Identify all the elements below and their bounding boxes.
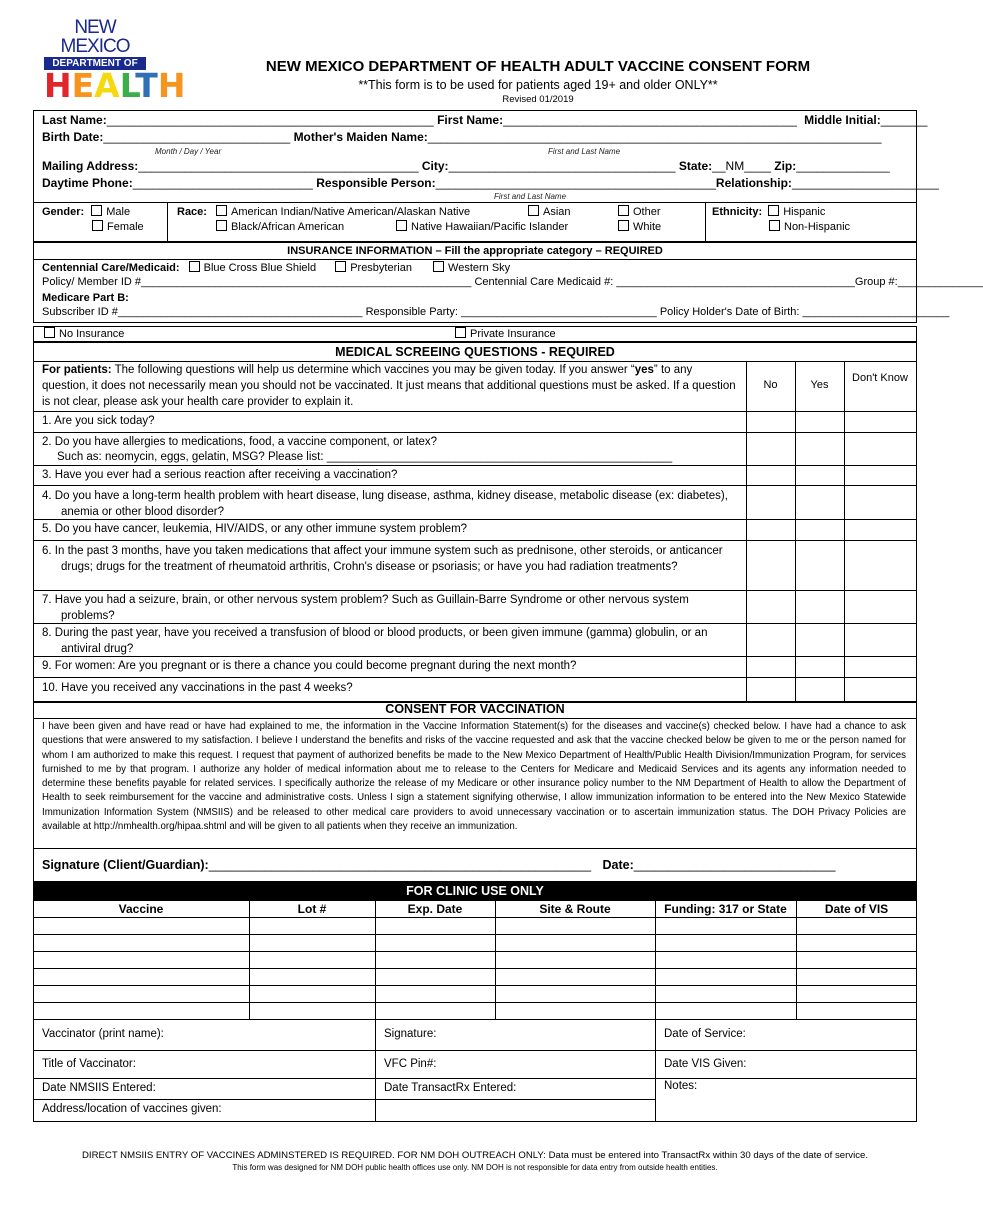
race-asian-label: Asian: [543, 206, 571, 218]
question-10: 10. Have you received any vaccinations in the past 4 weeks?: [42, 682, 353, 694]
col-funding: Funding: 317 or State: [664, 902, 787, 916]
clinic-heading: FOR CLINIC USE ONLY: [33, 882, 917, 900]
last-name-field[interactable]: _________________________________________________: [106, 113, 434, 127]
zip-field[interactable]: ______________: [796, 159, 890, 173]
daytime-phone-field[interactable]: ___________________________: [132, 176, 313, 190]
insurance-heading: INSURANCE INFORMATION – Fill the appropriate category – REQUIRED: [287, 245, 663, 257]
signature-row: [42, 858, 835, 872]
question-7: 7. Have you had a seizure, brain, or other nervous system problem? Such as Guillain-Barre Syndrome or other nervous system problems?: [42, 594, 689, 622]
revised-date: Revised 01/2019: [502, 94, 574, 105]
male-label: Male: [106, 206, 131, 218]
maiden-name-hint: First and Last Name: [548, 147, 621, 156]
vfc-pin-label: VFC Pin#:: [384, 1058, 437, 1070]
race-native-label: American Indian/Native American/Alaskan Native: [231, 206, 471, 218]
address-row: [42, 159, 890, 173]
nm-health-logo: [44, 17, 186, 105]
signature-field[interactable]: _______________________________________________________: [208, 858, 592, 872]
address-location-label: Address/location of vaccines given:: [42, 1103, 222, 1115]
centennial-label: Centennial Care/Medicaid:: [42, 262, 180, 274]
private-insurance-checkbox[interactable]: [455, 327, 466, 338]
middle-initial-label: Middle Initial:: [804, 113, 881, 127]
logo-line2: DEPARTMENT OF: [44, 57, 146, 70]
holder-dob-field[interactable]: ________________________: [802, 306, 950, 318]
presbyterian-checkbox[interactable]: [335, 261, 346, 272]
logo-line1: NEW MEXICO: [60, 17, 130, 57]
footer-line2: This form was designed for NM DOH public health offices use only. NM DOH is not responsible for data entry from outside health entities.: [232, 1163, 718, 1172]
race-asian-checkbox[interactable]: [528, 205, 539, 216]
question-2-sub: [57, 449, 757, 465]
non-hispanic-checkbox[interactable]: [769, 220, 780, 231]
clinic-signature-label: Signature:: [384, 1028, 437, 1040]
centennial-row: [42, 261, 510, 274]
question-1: 1. Are you sick today?: [42, 415, 155, 427]
first-name-field[interactable]: ____________________________________________: [503, 113, 797, 127]
question-3: 3. Have you ever had a serious reaction after receiving a vaccination?: [42, 469, 398, 481]
race-white-checkbox[interactable]: [618, 220, 629, 231]
name-row: [42, 113, 927, 127]
hispanic-checkbox[interactable]: [768, 205, 779, 216]
presbyterian-label: Presbyterian: [350, 262, 412, 274]
birth-row: [42, 130, 882, 144]
race-hawaiian-label: Native Hawaiian/Pacific Islander: [411, 221, 569, 233]
phone-row: [42, 176, 939, 190]
col-no: No: [763, 379, 778, 391]
consent-text: I have been given and have read or have had explained to me, the information in the Vaccine Information Statement(s) for the diseases and vaccine(s) checked below. I have had a chance to ask questions that were answered to my satisfaction. I believe I understand the benefits and risks of the vaccine requested and ask that the vaccine checked below be given to me or the person named for whom I am authorized to make this request. I request that payment of authorized benefits be made to the New Mexico Department of Health/Public Health Division/Immunization Program, for services furnished to me by that program. I authorize any holder of medical information about me to release to the Centers for Medicare and Medicaid Services and its agents any information needed to determine these benefits payable for related services. I specifically authorize the release of my Medicare or other insurance policy number to the NM Department of Health to allow the Department of Health to seek reimbursement for the vaccine and administrative costs. Unless I sign a statement signifying otherwise, I allow immunization information to be entered into the New Mexico Statewide Immunization Information System (NMSIIS) and be released to other medical care providers to avoid unnecessary vaccination or to ascertain immunization status. The DOH Privacy Policies are available at http://nmhealth.org/hipaa.shtml and will be given to all patients when they receive an immunization.: [42, 721, 906, 833]
subscriber-id-field[interactable]: ________________________________________: [117, 306, 363, 318]
ethnicity-group: [712, 205, 825, 218]
responsible-person-field[interactable]: __________________________________________: [435, 176, 716, 190]
race-other-checkbox[interactable]: [618, 205, 629, 216]
footer-line1: DIRECT NMSIIS ENTRY OF VACCINES ADMINSTERED IS REQUIRED. FOR NM DOH OUTREACH ONLY: Data must be entered into TransactRx within 30 days of the date of service.: [81, 1150, 869, 1161]
city-label: City:: [421, 159, 449, 173]
notes-label: Notes:: [664, 1080, 698, 1092]
policy-row: [42, 276, 983, 288]
question-6: 6. In the past 3 months, have you taken medications that affect your immune system such as prednisone, other steroids, or anticancer drugs; drugs for the treatment of rheumatoid arthritis, Crohn's disease or psoriasis; or have you had radiation treatments?: [42, 545, 723, 573]
question-9: 9. For women: Are you pregnant or is there a chance you could become pregnant during the next month?: [42, 660, 577, 672]
race-hawaiian-checkbox[interactable]: [396, 220, 407, 231]
female-label: Female: [107, 221, 144, 233]
relationship-label: Relationship:: [715, 176, 792, 190]
date-field[interactable]: _____________________________: [633, 858, 836, 872]
race-native-checkbox[interactable]: [216, 205, 227, 216]
col-date-vis: Date of VIS: [824, 902, 889, 916]
col-vaccine: Vaccine: [118, 902, 164, 916]
policy-id-field[interactable]: ______________________________________________________: [141, 276, 472, 288]
private-insurance-label: Private Insurance: [470, 328, 556, 340]
question-8: 8. During the past year, have you received a transfusion of blood or blood products, or been given immune (gamma) globulin, or an antiviral drug?: [42, 627, 708, 655]
medicaid-num-field[interactable]: _______________________________________: [616, 276, 855, 288]
title-vaccinator-label: Title of Vaccinator:: [42, 1058, 136, 1070]
mailing-address-label: Mailing Address:: [42, 159, 139, 173]
hispanic-label: Hispanic: [783, 206, 826, 218]
male-checkbox[interactable]: [91, 205, 102, 216]
consent-heading: CONSENT FOR VACCINATION: [385, 702, 565, 716]
holder-dob-label: Policy Holder's Date of Birth:: [659, 306, 800, 318]
city-field[interactable]: __________________________________: [448, 159, 676, 173]
question-5: 5. Do you have cancer, leukemia, HIV/AIDS, or any other immune system problem?: [42, 523, 468, 535]
race-other-label: Other: [633, 206, 661, 218]
form-subtitle: **This form is to be used for patients aged 19+ and older ONLY**: [358, 78, 718, 92]
col-site-route: Site & Route: [539, 902, 611, 916]
date-nmsiis-label: Date NMSIIS Entered:: [42, 1082, 156, 1094]
relationship-field[interactable]: ______________________: [791, 176, 939, 190]
race-black-label: Black/African American: [231, 221, 345, 233]
col-lot: Lot #: [297, 902, 327, 916]
western-sky-label: Western Sky: [448, 262, 511, 274]
zip-label: Zip:: [774, 159, 797, 173]
bcbs-checkbox[interactable]: [189, 261, 200, 272]
date-of-service-label: Date of Service:: [664, 1028, 746, 1040]
date-label: Date:: [602, 858, 634, 872]
state-value: NM: [725, 159, 745, 173]
date-transactrx-label: Date TransactRx Entered:: [384, 1082, 517, 1094]
daytime-phone-label: Daytime Phone:: [42, 176, 133, 190]
maiden-name-field[interactable]: ____________________________________________________________________: [427, 130, 882, 144]
ethnicity-label: Ethnicity:: [712, 206, 763, 218]
no-insurance-label: No Insurance: [59, 328, 125, 340]
female-checkbox[interactable]: [92, 220, 103, 231]
responsible-hint: First and Last Name: [494, 192, 567, 201]
signature-label: Signature (Client/Guardian):: [42, 858, 209, 872]
last-name-label: Last Name:: [42, 113, 107, 127]
screening-intro: [42, 362, 740, 411]
group-num-field[interactable]: ______________: [897, 276, 983, 288]
race-black-checkbox[interactable]: [216, 220, 227, 231]
race-label: Race:: [177, 206, 207, 218]
screening-heading: MEDICAL SCREEING QUESTIONS - REQUIRED: [335, 345, 615, 359]
birth-date-field[interactable]: ____________________________: [103, 130, 291, 144]
mailing-address-field[interactable]: __________________________________________: [138, 159, 419, 173]
q2-sub-label: Such as: neomycin, eggs, gelatin, MSG? Please list:: [57, 451, 324, 463]
race-group: [177, 205, 470, 218]
state-label: State:: [678, 159, 713, 173]
gender-group: [42, 205, 130, 218]
subscriber-id-label: Subscriber ID #: [42, 306, 118, 318]
responsible-person-label: Responsible Person:: [316, 176, 436, 190]
col-yes: Yes: [810, 379, 829, 391]
date-vis-given-label: Date VIS Given:: [664, 1058, 747, 1070]
first-name-label: First Name:: [437, 113, 504, 127]
bcbs-label: Blue Cross Blue Shield: [203, 262, 317, 274]
question-2: 2. Do you have allergies to medications, food, a vaccine component, or latex?: [42, 436, 438, 448]
intro-bold: For patients:: [42, 364, 112, 376]
race-white-label: White: [633, 221, 662, 233]
vaccinator-label: Vaccinator (print name):: [42, 1028, 164, 1040]
gender-label: Gender:: [42, 206, 85, 218]
col-exp-date: Exp. Date: [407, 902, 463, 916]
allergy-list-field[interactable]: ______________________________________________________: [326, 451, 673, 463]
birth-date-label: Birth Date:: [42, 130, 104, 144]
no-insurance-checkbox[interactable]: [44, 327, 55, 338]
non-hispanic-label: Non-Hispanic: [784, 221, 851, 233]
intro-text-2: ” to any question, it does not necessarily mean you should not be vaccinated. It just means that additional questions must be asked. If a question is not clear, please ask your health care provider to explain it.: [42, 364, 736, 409]
group-num-label: Group #:: [854, 276, 898, 288]
responsible-party-label: Responsible Party:: [365, 306, 458, 318]
responsible-party-field[interactable]: ________________________________: [460, 306, 657, 318]
intro-yes: yes: [634, 364, 654, 376]
state-field[interactable]: __NM____: [712, 159, 771, 173]
western-sky-checkbox[interactable]: [433, 261, 444, 272]
medicaid-num-label: Centennial Care Medicaid #:: [474, 276, 614, 288]
medicare-label: Medicare Part B:: [42, 292, 129, 304]
intro-text-1: The following questions will help us determine which vaccines you may be given today. If you answer “: [111, 364, 635, 376]
logo-line3: HEALTH: [44, 66, 186, 105]
policy-id-label: Policy/ Member ID #: [42, 276, 142, 288]
form-title: NEW MEXICO DEPARTMENT OF HEALTH ADULT VACCINE CONSENT FORM: [265, 58, 811, 75]
question-4: 4. Do you have a long-term health problem with heart disease, lung disease, asthma, kidney disease, metabolic disease (ex: diabetes), anemia or other blood disorder?: [42, 490, 728, 518]
subscriber-row: [42, 306, 949, 318]
birth-date-hint: Month / Day / Year: [155, 147, 222, 156]
col-dont-know: Don't Know: [852, 372, 908, 384]
middle-initial-field[interactable]: _______: [880, 113, 928, 127]
maiden-name-label: Mother's Maiden Name:: [293, 130, 428, 144]
